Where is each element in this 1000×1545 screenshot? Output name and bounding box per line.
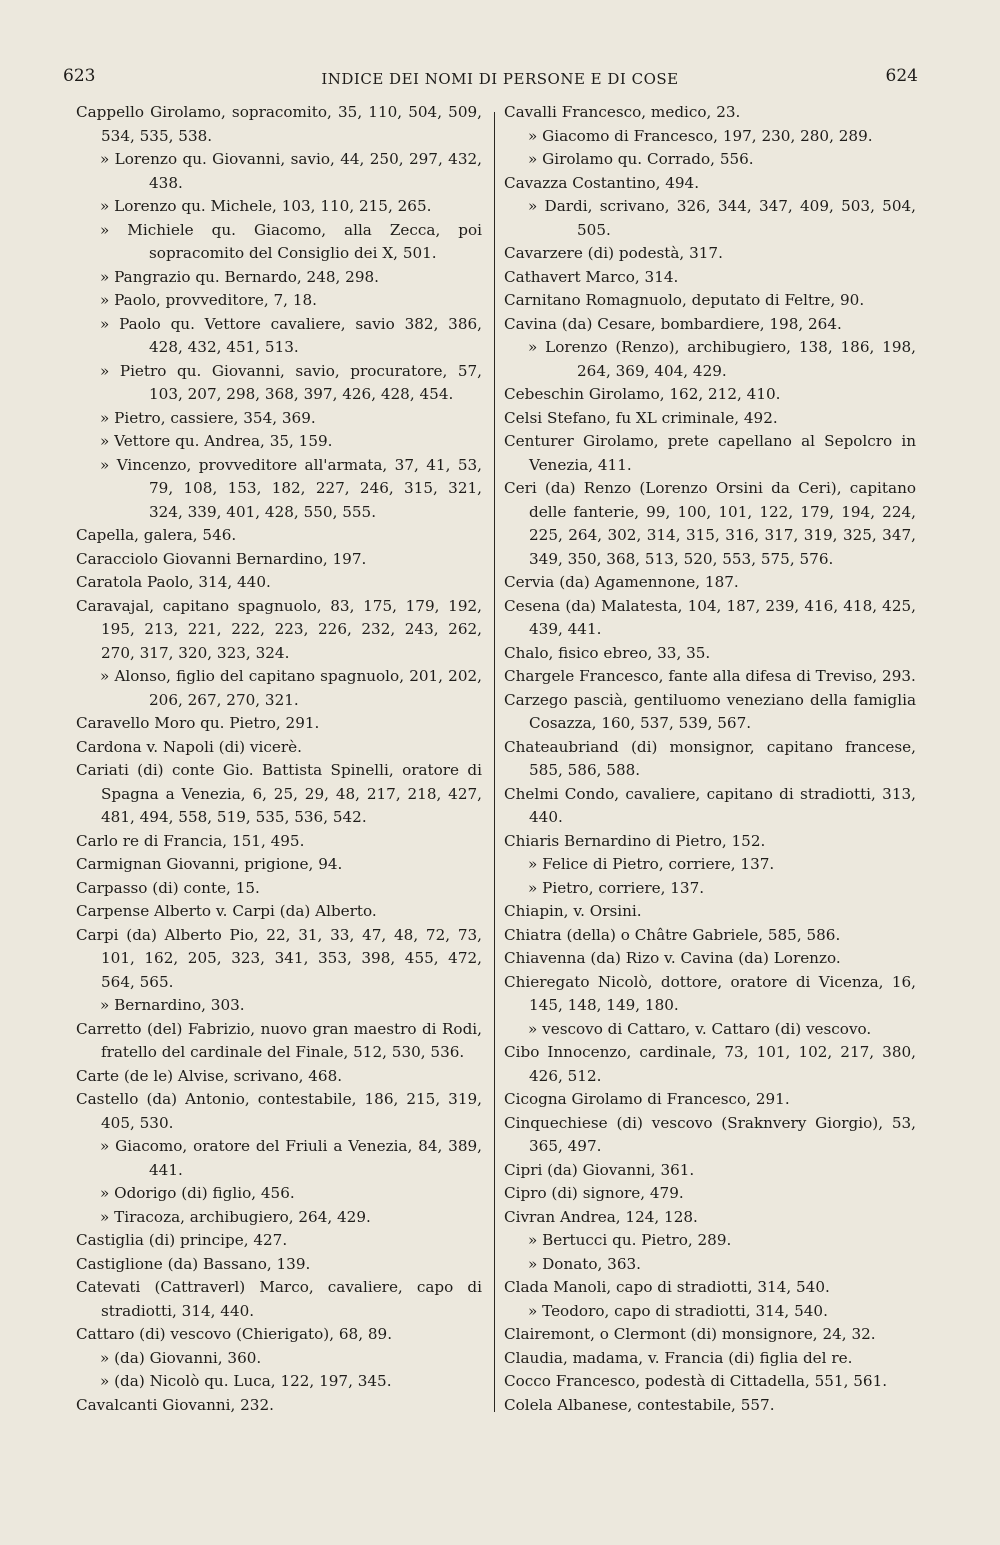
- index-entry: Cocco Francesco, podestà di Cittadella, 551, 561.: [504, 1372, 888, 1390]
- index-entry: Chateaubriand (di) monsignor, capitano francese, 585, 586, 588.: [504, 737, 916, 779]
- index-subentry: » (da) Nicolò qu. Luca, 122, 197, 345.: [100, 1372, 392, 1390]
- index-entry: Cathavert Marco, 314.: [504, 267, 679, 286]
- index-entry: Caravajal, capitano spagnuolo, 83, 175, 179, 192, 195, 213, 221, 222, 223, 226, 232, 243, 262, 270, 317, 320, 323, 324.: [76, 596, 482, 662]
- index-entry: Carnitano Romagnuolo, deputato di Feltre, 90.: [504, 291, 865, 309]
- index-entry: Catevati (Cattraverl) Marco, cavaliere, capo di stradiotti, 314, 440.: [76, 1278, 482, 1320]
- index-entry: Carmignan Giovanni, prigione, 94.: [76, 855, 343, 873]
- index-entry: Cavina (da) Cesare, bombardiere, 198, 264.: [504, 314, 842, 333]
- index-subentry: » Pietro, corriere, 137.: [528, 878, 705, 897]
- index-subentry: » vescovo di Cattaro, v. Cattaro (di) vescovo.: [528, 1019, 872, 1038]
- index-subentry: » Teodoro, capo di stradiotti, 314, 540.: [528, 1301, 828, 1320]
- index-entry: Colela Albanese, contestabile, 557.: [504, 1395, 775, 1414]
- index-entry: Castiglione (da) Bassano, 139.: [76, 1254, 311, 1273]
- index-entry: Cipro (di) signore, 479.: [504, 1184, 684, 1202]
- running-head: INDICE DEI NOMI DI PERSONE E DI COSE: [321, 70, 679, 88]
- index-entry: Chargele Francesco, fante alla difesa di Treviso, 293.: [504, 667, 916, 685]
- index-subentry: » Lorenzo qu. Giovanni, savio, 44, 250, 297, 432, 438.: [100, 150, 482, 192]
- index-entry: Cibo Innocenzo, cardinale, 73, 101, 102, 217, 380, 426, 512.: [504, 1043, 916, 1085]
- index-subentry: » Bernardino, 303.: [100, 996, 245, 1014]
- index-subentry: » Paolo, provveditore, 7, 18.: [100, 291, 317, 309]
- index-subentry: » Lorenzo (Renzo), archibugiero, 138, 186, 198, 264, 369, 404, 429.: [528, 338, 916, 380]
- index-entry: Chalo, fisico ebreo, 33, 35.: [504, 643, 711, 662]
- index-subentry: » Pietro, cassiere, 354, 369.: [100, 408, 316, 427]
- index-entry: Castiglia (di) principe, 427.: [76, 1231, 288, 1249]
- index-column-right: [504, 101, 916, 1417]
- index-entry: Cariati (di) conte Gio. Battista Spinelli, oratore di Spagna a Venezia, 6, 25, 29, 48, 217, 218, 427, 481, 494, 558, 519, 535, 536, 542.: [76, 761, 482, 826]
- index-entry: Caratola Paolo, 314, 440.: [76, 573, 271, 591]
- index-entry: Cavalli Francesco, medico, 23.: [504, 103, 741, 121]
- index-subentry: » Vincenzo, provveditore all'armata, 37, 41, 53, 79, 108, 153, 182, 227, 246, 315, 321, 324, 339, 401, 428, 550, 555.: [100, 455, 482, 521]
- index-entry: Cattaro (di) vescovo (Chierigato), 68, 89.: [76, 1325, 393, 1343]
- index-subentry: » Vettore qu. Andrea, 35, 159.: [100, 432, 333, 450]
- index-subentry: » Felice di Pietro, corriere, 137.: [528, 855, 775, 873]
- index-entry: Capella, galera, 546.: [76, 526, 237, 544]
- index-entry: Castello (da) Antonio, contestabile, 186, 215, 319, 405, 530.: [76, 1090, 482, 1132]
- index-subentry: » Giacomo, oratore del Friuli a Venezia, 84, 389, 441.: [100, 1137, 482, 1179]
- index-entry: Cavarzere (di) podestà, 317.: [504, 244, 723, 262]
- index-entry: Carzego pascià, gentiluomo veneziano della famiglia Cosazza, 160, 537, 539, 567.: [504, 690, 916, 732]
- index-entry: Ceri (da) Renzo (Lorenzo Orsini da Ceri), capitano delle fanterie, 99, 100, 101, 122, 179, 194, 224, 225, 264, 302, 314, 315, 316, 317, 319, 325, 347, 349, 350, 368, 513, 520, 553, 575, 576.: [504, 479, 916, 568]
- index-entry: Carpasso (di) conte, 15.: [76, 878, 260, 897]
- index-entry: Celsi Stefano, fu XL criminale, 492.: [504, 408, 778, 427]
- index-entry: Caravello Moro qu. Pietro, 291.: [76, 714, 320, 732]
- index-subentry: » Odorigo (di) figlio, 456.: [100, 1184, 295, 1202]
- index-subentry: » Donato, 363.: [528, 1254, 641, 1273]
- right-page-number: 624: [885, 66, 918, 86]
- index-entry: Chiavenna (da) Rizo v. Cavina (da) Lorenzo.: [504, 949, 841, 967]
- index-entry: Cesena (da) Malatesta, 104, 187, 239, 416, 418, 425, 439, 441.: [504, 596, 916, 638]
- index-column-left: [76, 101, 482, 1417]
- index-entry: Carpi (da) Alberto Pio, 22, 31, 33, 47, 48, 72, 73, 101, 162, 205, 323, 341, 353, 398, 455, 472, 564, 565.: [76, 925, 482, 991]
- index-subentry: » Paolo qu. Vettore cavaliere, savio 382, 386, 428, 432, 451, 513.: [100, 314, 482, 356]
- index-entry: Chiatra (della) o Châtre Gabriele, 585, 586.: [504, 925, 841, 944]
- index-entry: Cavazza Costantino, 494.: [504, 173, 700, 192]
- index-subentry: » Lorenzo qu. Michele, 103, 110, 215, 265.: [100, 197, 432, 215]
- index-entry: Chiaris Bernardino di Pietro, 152.: [504, 831, 766, 850]
- index-entry: Caracciolo Giovanni Bernardino, 197.: [76, 549, 367, 568]
- index-entry: Chelmi Condo, cavaliere, capitano di stradiotti, 313, 440.: [504, 784, 916, 826]
- index-entry: Clada Manoli, capo di stradiotti, 314, 540.: [504, 1278, 830, 1296]
- index-entry: Cappello Girolamo, sopracomito, 35, 110, 504, 509, 534, 535, 538.: [76, 103, 482, 145]
- index-subentry: » Giacomo di Francesco, 197, 230, 280, 289.: [528, 126, 873, 145]
- index-entry: Cebeschin Girolamo, 162, 212, 410.: [504, 385, 781, 403]
- index-subentry: » Alonso, figlio del capitano spagnuolo, 201, 202, 206, 267, 270, 321.: [100, 667, 482, 709]
- index-subentry: » Girolamo qu. Corrado, 556.: [528, 150, 754, 168]
- index-subentry: » Pietro qu. Giovanni, savio, procuratore, 57, 103, 207, 298, 368, 397, 426, 428, 454.: [100, 361, 482, 403]
- index-entry: Cicogna Girolamo di Francesco, 291.: [504, 1090, 790, 1108]
- index-entry: Centurer Girolamo, prete capellano al Sepolcro in Venezia, 411.: [504, 432, 916, 474]
- index-entry: Chiapin, v. Orsini.: [504, 902, 642, 920]
- index-entry: Cardona v. Napoli (di) vicerè.: [76, 737, 302, 756]
- left-page-number: 623: [63, 66, 96, 86]
- index-entry: Cervia (da) Agamennone, 187.: [504, 573, 739, 591]
- index-entry: Cinquechiese (di) vescovo (Sraknvery Giorgio), 53, 365, 497.: [504, 1113, 916, 1155]
- index-subentry: » Bertucci qu. Pietro, 289.: [528, 1231, 732, 1249]
- index-entry: Cavalcanti Giovanni, 232.: [76, 1395, 274, 1414]
- column-divider: [494, 112, 495, 1412]
- index-entry: Carretto (del) Fabrizio, nuovo gran maestro di Rodi, fratello del cardinale del Finale, 512, 530, 536.: [76, 1019, 482, 1061]
- index-subentry: » Pangrazio qu. Bernardo, 248, 298.: [100, 267, 380, 286]
- index-entry: Chieregato Nicolò, dottore, oratore di Vicenza, 16, 145, 148, 149, 180.: [504, 972, 916, 1014]
- index-subentry: » Dardi, scrivano, 326, 344, 347, 409, 503, 504, 505.: [528, 197, 916, 239]
- index-entry: Carlo re di Francia, 151, 495.: [76, 831, 305, 850]
- index-entry: Claudia, madama, v. Francia (di) figlia del re.: [504, 1348, 853, 1367]
- index-entry: Carte (de le) Alvise, scrivano, 468.: [76, 1066, 343, 1085]
- index-subentry: » Tiracoza, archibugiero, 264, 429.: [100, 1207, 371, 1226]
- index-entry: Civran Andrea, 124, 128.: [504, 1207, 698, 1226]
- index-subentry: » (da) Giovanni, 360.: [100, 1348, 262, 1367]
- index-entry: Cipri (da) Giovanni, 361.: [504, 1160, 695, 1179]
- index-subentry: » Michiele qu. Giacomo, alla Zecca, poi sopracomito del Consiglio dei X, 501.: [100, 220, 482, 262]
- index-entry: Carpense Alberto v. Carpi (da) Alberto.: [76, 902, 377, 920]
- index-entry: Clairemont, o Clermont (di) monsignore, 24, 32.: [504, 1325, 876, 1343]
